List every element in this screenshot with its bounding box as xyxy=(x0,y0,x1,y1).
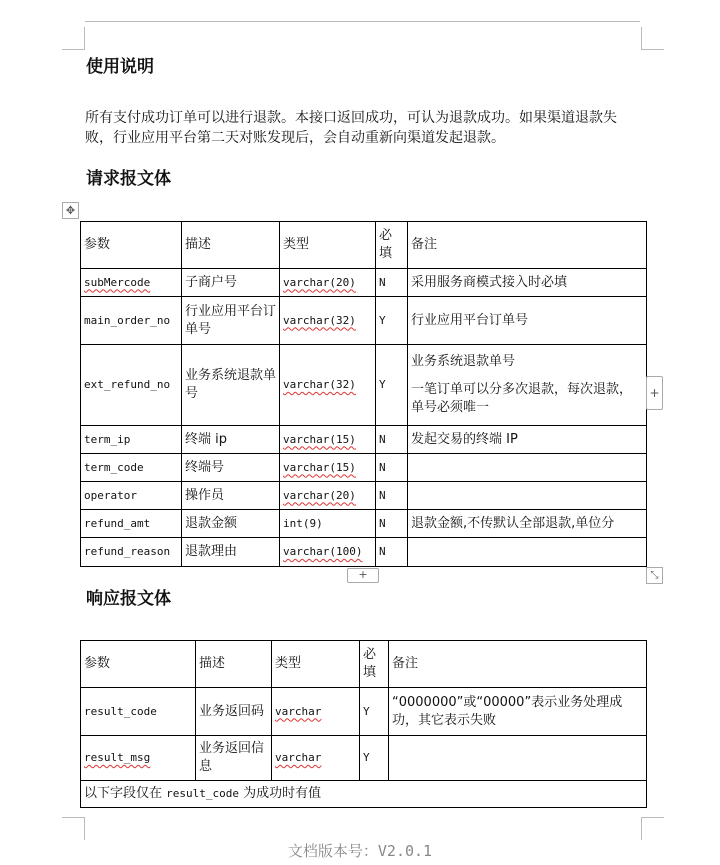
table-row xyxy=(81,454,647,482)
header-cell-note[interactable]: 备注 xyxy=(389,641,647,688)
header-cell-desc[interactable]: 描述 xyxy=(196,641,272,688)
table-row xyxy=(81,688,647,736)
response-table xyxy=(80,640,647,808)
type-value: varchar(32) xyxy=(283,313,356,327)
note-cell[interactable]: “0000000”或“00000”表示业务处理成功，其它表示失败 xyxy=(389,688,647,736)
type-cell[interactable] xyxy=(272,736,360,781)
required-cell[interactable]: Y xyxy=(376,297,408,345)
add-column-button[interactable]: + xyxy=(646,376,663,410)
type-cell[interactable] xyxy=(272,688,360,736)
note-cell[interactable] xyxy=(408,482,647,510)
note-cell[interactable] xyxy=(408,454,647,482)
type-value: varchar(20) xyxy=(283,275,356,289)
type-value: varchar(32) xyxy=(283,378,356,391)
desc-cell[interactable]: 业务返回码 xyxy=(196,688,272,736)
note-cell[interactable] xyxy=(408,538,647,567)
required-cell[interactable]: N xyxy=(376,538,408,567)
type-value: varchar(20) xyxy=(283,488,356,502)
header-cell-desc[interactable]: 描述 xyxy=(182,222,280,269)
table-row xyxy=(81,482,647,510)
required-cell[interactable]: N xyxy=(376,510,408,538)
type-value: varchar(15) xyxy=(283,460,356,474)
table-resize-icon[interactable]: ⤡ xyxy=(646,567,663,584)
footer-version: V2.0.1 xyxy=(377,842,433,860)
type-cell[interactable] xyxy=(280,269,376,297)
type-cell[interactable] xyxy=(280,426,376,454)
footnote-cell[interactable] xyxy=(81,781,647,808)
table-row xyxy=(81,297,647,345)
type-cell[interactable]: int(9) xyxy=(280,510,376,538)
margin-mark-bottom-right xyxy=(641,817,664,840)
note-cell[interactable]: 行业应用平台订单号 xyxy=(408,297,647,345)
usage-paragraph[interactable]: 所有支付成功订单可以进行退款。本接口返回成功，可认为退款成功。如果渠道退款失败，行业应用平台第二天对账发现后，会自动重新向渠道发起退款。 xyxy=(85,110,617,146)
add-row-button[interactable]: + xyxy=(347,568,379,583)
desc-cell[interactable]: 终端号 xyxy=(182,454,280,482)
margin-mark-top-left xyxy=(62,27,85,50)
note-cell[interactable] xyxy=(408,345,647,426)
required-cell[interactable]: N xyxy=(376,269,408,297)
footnote-code: result_code xyxy=(166,787,239,800)
param-cell[interactable]: refund_amt xyxy=(81,510,182,538)
footer-label: 文档版本号： xyxy=(287,842,378,860)
table-row xyxy=(81,510,647,538)
required-cell[interactable]: Y xyxy=(376,345,408,426)
type-cell[interactable] xyxy=(280,538,376,567)
required-cell[interactable]: N xyxy=(376,426,408,454)
required-cell[interactable]: Y xyxy=(360,688,389,736)
note-cell[interactable]: 退款金额,不传默认全部退款,单位分 xyxy=(408,510,647,538)
table-row xyxy=(81,736,647,781)
header-cell-required[interactable]: 必填 xyxy=(360,641,389,688)
type-value: varchar(15) xyxy=(283,432,356,446)
footnote-suffix: 为成功时有值 xyxy=(239,786,322,801)
table-row xyxy=(81,345,647,426)
note-cell[interactable]: 采用服务商模式接入时必填 xyxy=(408,269,647,297)
required-cell[interactable]: N xyxy=(376,482,408,510)
param-cell[interactable] xyxy=(81,269,182,297)
header-cell-type[interactable]: 类型 xyxy=(280,222,376,269)
header-cell-note[interactable]: 备注 xyxy=(408,222,647,269)
request-header-row xyxy=(81,222,647,269)
param-cell[interactable]: term_code xyxy=(81,454,182,482)
param-name: subMercode xyxy=(84,275,151,289)
response-header-row xyxy=(81,641,647,688)
param-name: result_msg xyxy=(84,751,151,764)
required-cell[interactable]: N xyxy=(376,454,408,482)
note-line-1: 业务系统退款单号 xyxy=(411,354,516,369)
param-cell[interactable]: result_code xyxy=(81,688,196,736)
param-cell[interactable]: refund_reason xyxy=(81,538,182,567)
desc-cell[interactable]: 业务系统退款单号 xyxy=(182,345,280,426)
section-title-usage: 使用说明 xyxy=(86,57,154,77)
type-value: varchar(100) xyxy=(283,545,363,558)
header-cell-type[interactable]: 类型 xyxy=(272,641,360,688)
type-cell[interactable] xyxy=(280,297,376,345)
required-cell[interactable]: Y xyxy=(360,736,389,781)
header-line xyxy=(85,21,640,22)
header-cell-required[interactable]: 必填 xyxy=(376,222,408,269)
margin-mark-top-right xyxy=(641,27,664,50)
note-cell[interactable] xyxy=(389,736,647,781)
table-row xyxy=(81,426,647,454)
footnote-prefix: 以下字段仅在 xyxy=(84,786,167,801)
type-value: varchar xyxy=(275,704,322,718)
note-cell[interactable]: 发起交易的终端 IP xyxy=(408,426,647,454)
param-cell[interactable]: term_ip xyxy=(81,426,182,454)
desc-cell[interactable]: 子商户号 xyxy=(182,269,280,297)
page-footer xyxy=(0,840,720,861)
header-cell-param[interactable]: 参数 xyxy=(81,222,182,269)
param-cell[interactable]: operator xyxy=(81,482,182,510)
margin-mark-bottom-left xyxy=(62,817,85,840)
desc-cell[interactable]: 业务返回信息 xyxy=(196,736,272,781)
param-cell[interactable] xyxy=(81,736,196,781)
type-cell[interactable] xyxy=(280,345,376,426)
type-value: varchar xyxy=(275,751,322,764)
header-cell-param[interactable]: 参数 xyxy=(81,641,196,688)
section-title-request: 请求报文体 xyxy=(86,169,171,189)
type-cell[interactable] xyxy=(280,482,376,510)
param-cell[interactable]: ext_refund_no xyxy=(81,345,182,426)
desc-cell[interactable]: 退款理由 xyxy=(182,538,280,567)
desc-cell[interactable]: 退款金额 xyxy=(182,510,280,538)
section-title-response: 响应报文体 xyxy=(86,589,171,609)
table-row xyxy=(81,538,647,567)
request-table xyxy=(80,221,647,567)
note-line-2: 一笔订单可以分多次退款，每次退款，单号必须唯一 xyxy=(411,382,633,415)
table-row xyxy=(81,269,647,297)
type-cell[interactable] xyxy=(280,454,376,482)
param-cell[interactable]: main_order_no xyxy=(81,297,182,345)
footnote-row xyxy=(81,781,647,808)
desc-cell[interactable]: 终端 ip xyxy=(182,426,280,454)
table-move-icon[interactable]: ✥ xyxy=(62,202,79,219)
desc-cell[interactable]: 行业应用平台订单号 xyxy=(182,297,280,345)
desc-cell[interactable]: 操作员 xyxy=(182,482,280,510)
